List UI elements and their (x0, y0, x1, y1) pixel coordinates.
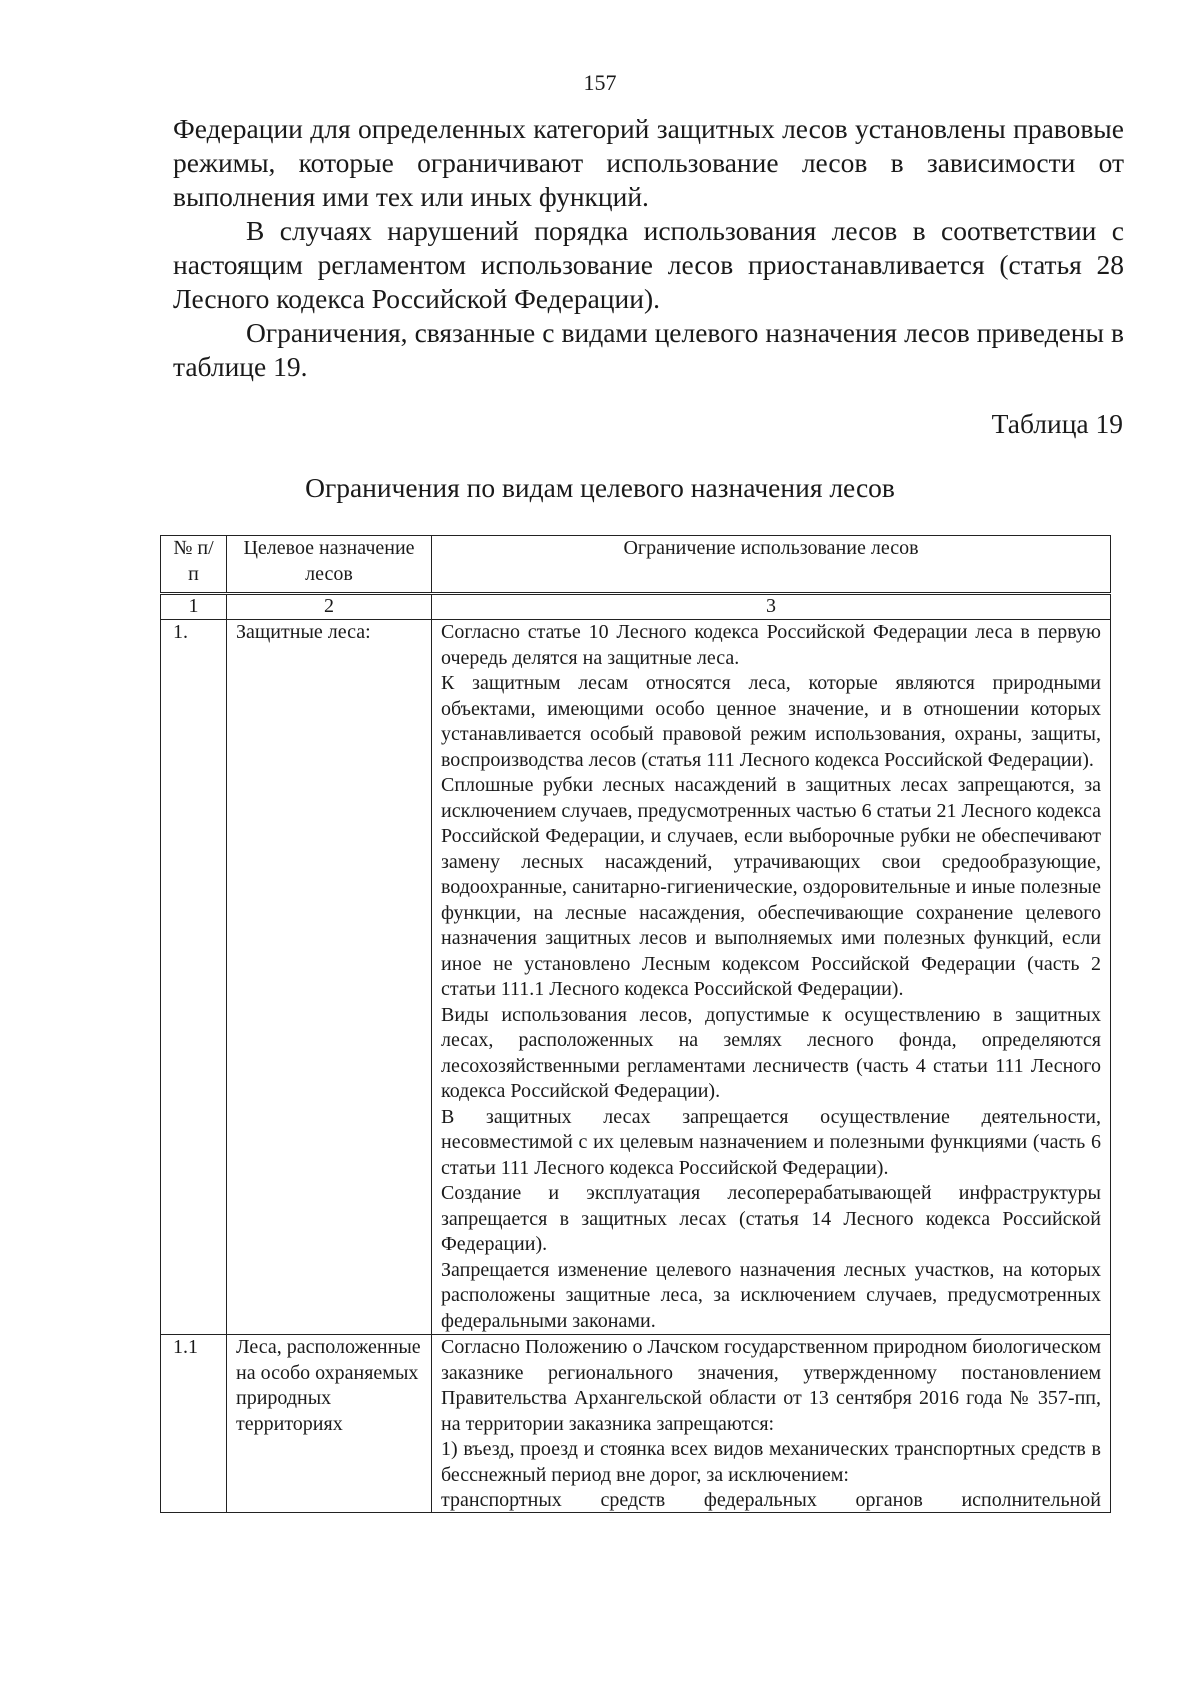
restriction-paragraph: Согласно статье 10 Лесного кодекса Российской Федерации леса в первую очередь делятся на защитные леса. (441, 621, 1101, 669)
restriction-paragraph: В защитных лесах запрещается осуществление деятельности, несовместимой с их целевым назначением и полезными функциями (часть 6 статьи 111 Лесного кодекса Российской Федерации). (441, 1105, 1101, 1179)
restriction-paragraph: транспортных средств федеральных органов исполнительной (441, 1489, 1101, 1511)
cut-off-line-wrapper (441, 1488, 1101, 1512)
index-cell: 3 (432, 594, 1111, 620)
body-text (173, 112, 1124, 384)
table-title: Ограничения по видам целевого назначения лесов (305, 472, 895, 503)
restriction-paragraph: 1) въезд, проезд и стоянка всех видов механических транспортных средств в бесснежный период вне дорог, за исключением: (441, 1438, 1101, 1486)
row-restrictions (432, 1335, 1111, 1513)
row-restrictions (432, 620, 1111, 1335)
restriction-paragraph: Согласно Положению о Лачском государственном природном биологическом заказнике регионального значения, утвержденному постановлением Правительства Архангельской области от 13 сентября 2016 года № 357-пп, на территории заказника запрещаются: (441, 1336, 1101, 1435)
table-row (161, 1335, 1111, 1513)
index-cell: 2 (227, 594, 432, 620)
restrictions-table (160, 535, 1111, 1513)
header-cell-number: № п/п (161, 536, 227, 594)
row-number: 1.1 (161, 1335, 227, 1513)
header-cell-purpose: Целевое назначение лесов (227, 536, 432, 594)
paragraph: Федерации для определенных категорий защитных лесов установлены правовые режимы, которые ограничивают использование лесов в зависимости от выполнения ими тех или иных функций. (173, 113, 1124, 212)
index-cell: 1 (161, 594, 227, 620)
row-number: 1. (161, 620, 227, 1335)
table-row (161, 620, 1111, 1335)
restriction-paragraph: Создание и эксплуатация лесоперерабатывающей инфраструктуры запрещается в защитных лесах (статья 14 Лесного кодекса Российской Федерации). (441, 1182, 1101, 1255)
page-number: 157 (583, 70, 617, 95)
restriction-paragraph: Сплошные рубки лесных насаждений в защитных лесах запрещаются, за исключением случаев, предусмотренных частью 6 статьи 21 Лесного кодекса Российской Федерации, и случаев, если выборочные рубки не обеспечивают замену лесных насаждений, утрачивающих свои средообразующие, водоохранные, санитарно-гигиенические, оздоровительные и иные полезные функции, на лесные насаждения, обеспечивающие сохранение целевого назначения защитных лесов и выполняемых ими полезных функций, если иное не установлено Лесным кодексом Российской Федерации (часть 2 статьи 111.1 Лесного кодекса Российской Федерации). (441, 774, 1101, 1000)
restriction-paragraph: Виды использования лесов, допустимые к осуществлению в защитных лесах, расположенных на землях лесного фонда, определяются лесохозяйственными регламентами лесничеств (часть 4 статьи 111 Лесного кодекса Российской Федерации). (441, 1003, 1101, 1102)
paragraph: В случаях нарушений порядка использования лесов в соответствии с настоящим регламентом использование лесов приостанавливается (статья 28 Лесного кодекса Российской Федерации). (173, 215, 1124, 314)
table-header-row (161, 536, 1111, 594)
table-label: Таблица 19 (991, 408, 1123, 439)
paragraph: Ограничения, связанные с видами целевого назначения лесов приведены в таблице 19. (173, 317, 1124, 382)
table-index-row (161, 594, 1111, 620)
restriction-paragraph: Запрещается изменение целевого назначения лесных участков, на которых расположены защитные леса, за исключением случаев, предусмотренных федеральными законами. (441, 1258, 1101, 1332)
row-purpose: Защитные леса: (227, 620, 432, 1335)
restriction-paragraph: К защитным лесам относятся леса, которые являются природными объектами, имеющими особо ценное значение, и в отношении которых устанавливается особый правовой режим использования, охраны, защиты, воспроизводства лесов (статья 111 Лесного кодекса Российской Федерации). (441, 672, 1101, 771)
row-purpose: Леса, расположенные на особо охраняемых природных территориях (227, 1335, 432, 1513)
header-cell-restriction: Ограничение использование лесов (432, 536, 1111, 594)
